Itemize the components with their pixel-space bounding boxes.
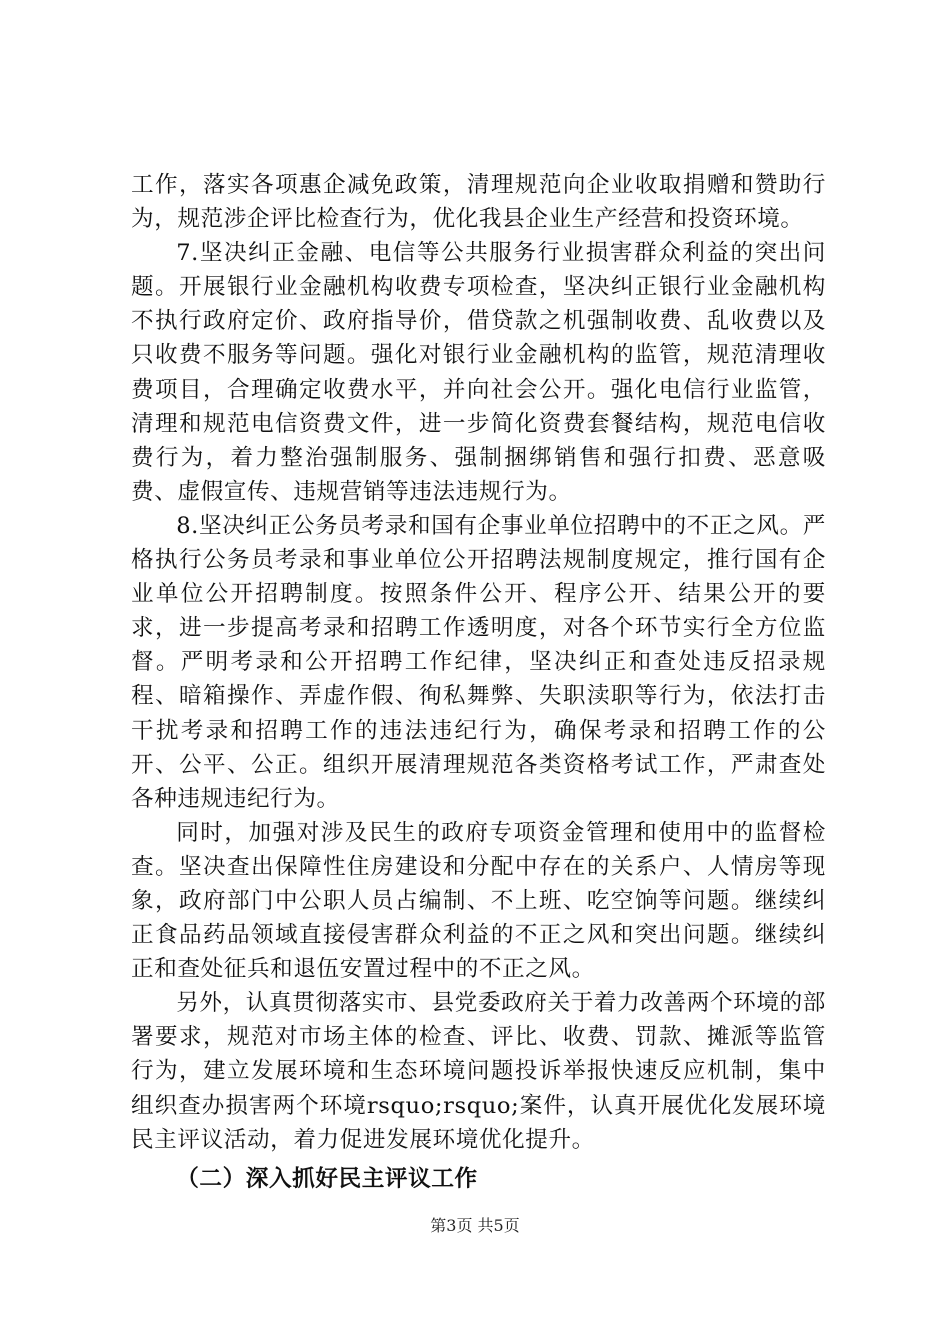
page-number-footer: 第3页 共5页 <box>430 1216 520 1235</box>
paragraph-continuation: 工作，落实各项惠企减免政策，清理规范向企业收取捐赠和赞助行为，规范涉企评比检查行为，优化我县企业生产经营和投资环境。 <box>131 172 826 233</box>
paragraph-item-8: 8.坚决纠正公务员考录和国有企事业单位招聘中的不正之风。严格执行公务员考录和事业单位公开招聘法规制度规定，推行国有企业单位公开招聘制度。按照条件公开、程序公开、结果公开的要求，进一步提高考录和招聘工作透明度，对各个环节实行全方位监督。严明考录和公开招聘工作纪律，坚决纠正和查处违反招录规程、暗箱操作、弄虚作假、徇私舞弊、失职渎职等行为，依法打击干扰考录和招聘工作的违法违纪行为，确保考录和招聘工作的公开、公平、公正。组织开展清理规范各类资格考试工作，严肃查处各种违规违纪行为。 <box>131 512 826 812</box>
paragraph-meanwhile: 同时，加强对涉及民生的政府专项资金管理和使用中的监督检查。坚决查出保障性住房建设和分配中存在的关系户、人情房等现象，政府部门中公职人员占编制、不上班、吃空饷等问题。继续纠正食品药品领域直接侵害群众利益的不正之风和突出问题。继续纠正和查处征兵和退伍安置过程中的不正之风。 <box>131 819 826 983</box>
paragraph-additionally: 另外，认真贯彻落实市、县党委政府关于着力改善两个环境的部署要求，规范对市场主体的检查、评比、收费、罚款、摊派等监管行为，建立发展环境和生态环境问题投诉举报快速反应机制，集中组织查办损害两个环境rsquo;rsquo;案件，认真开展优化发展环境民主评议活动，着力促进发展环境优化提升。 <box>131 990 826 1153</box>
section-heading: （二）深入抓好民主评议工作 <box>176 1165 478 1192</box>
paragraph-item-7: 7.坚决纠正金融、电信等公共服务行业损害群众利益的突出问题。开展银行业金融机构收费专项检查，坚决纠正银行业金融机构不执行政府定价、政府指导价，借贷款之机强制收费、乱收费以及只收费不服务等问题。强化对银行业金融机构的监管，规范清理收费项目，合理确定收费水平，并向社会公开。强化电信行业监管，清理和规范电信资费文件，进一步简化资费套餐结构，规范电信收费行为，着力整治强制服务、强制捆绑销售和强行扣费、恶意吸费、虚假宣传、违规营销等违法违规行为。 <box>131 240 826 505</box>
document-body <box>131 168 826 1197</box>
